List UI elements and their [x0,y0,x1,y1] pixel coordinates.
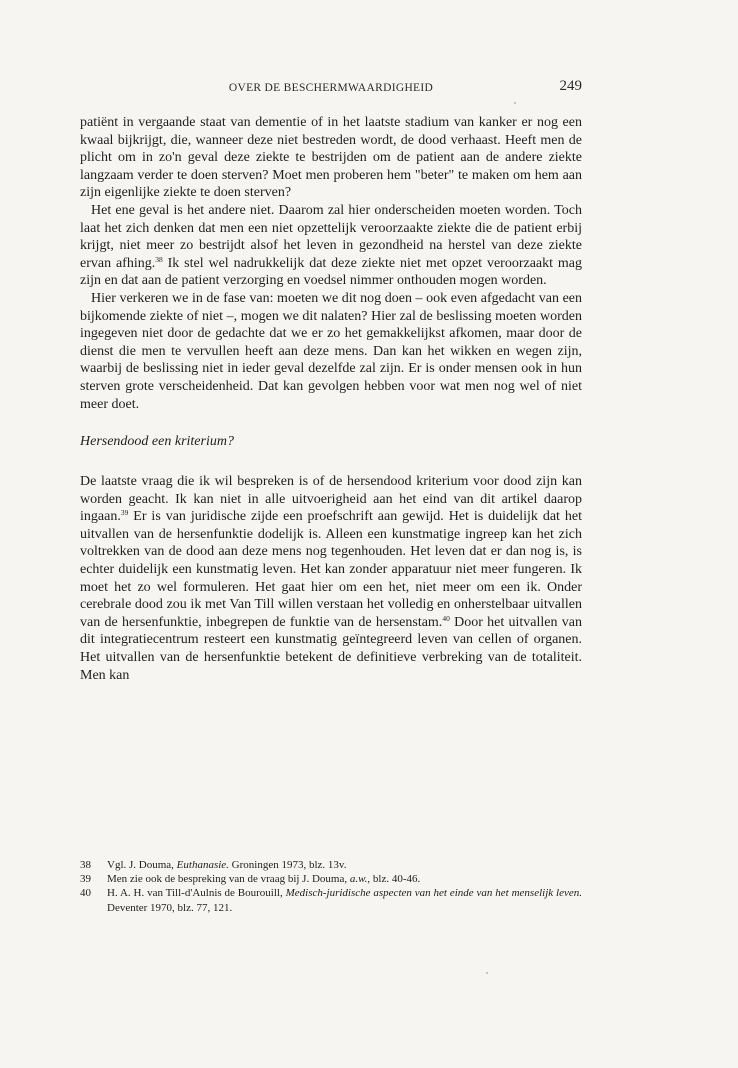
footnote-text: Men zie ook de bespreking van de vraag bij J. Douma, [107,873,350,886]
paragraph-4-text-c: Door het uitvallen van dit integratiecentrum resteert een kunstmatig geïntegreerd leven van cellen of organen. Het uitvallen van de hersenfunktie betekent de definitieve verbreking van de totaliteit. Men kan [80,614,582,683]
paragraph-2-text-a: Het ene geval is het andere niet. Daarom zal hier onderscheiden moeten worden. Toch laat het zich denken dat men een niet opzettelijk veroorzaakte ziekte die de patient erbij krijgt, niet meer zo bestrijdt alsof het leven in gezondheid na herstel van deze ziekte ervan afhing. [80,202,582,271]
footnote-38 [80,858,582,872]
paper-speck [514,102,516,104]
footnote-ref-39: 39 [120,508,129,518]
footnote-text: Deventer 1970, blz. 77, 121. [107,901,233,914]
footnote-title: Medisch-juridische aspecten van het einde van het menselijk leven. [285,887,582,900]
footnote-text: Vgl. J. Douma, [107,859,177,871]
footnotes [80,858,582,915]
paragraph-4 [80,473,582,684]
paragraph-3 [80,290,582,413]
paper-speck [486,972,488,974]
footnote-ref-40: 40 [442,613,450,623]
page-number: 249 [559,78,582,94]
footnote-number: 40 [80,887,91,900]
running-title: OVER DE BESCHERMWAARDIGHEID [228,82,434,94]
running-header [80,78,582,100]
paragraph-3-text: Hier verkeren we in de fase van: moeten we dit nog doen – ook even afgedacht van een bijkomende ziekte of niet –, mogen we dit nalaten? Hier zal de beslissing moeten worden ingegeven niet door de gedachte dat we er zo het gemakkelijkst afkomen, maar door de dienst die men te vervullen heeft aan deze mens. Dan kan het wikken en wegen zijn, waarbij de beslissing niet in ieder geval dezelfde zal zijn. Er is onder mensen ook in hun sterven grote verscheidenheid. Dat kan gevolgen hebben voor wat men nog wel of niet meer doet. [80,290,582,412]
page-content [80,78,582,684]
paragraph-4-text-b: Er is van juridische zijde een proefschrift aan gewijd. Het is duidelijk dat het uitvallen van de hersenfunktie dodelijk is. Alleen een kunstmatige ingreep kan het zich voltrekken van de dood aan deze mens nog tegenhouden. Het leven dat er dan nog is, is echter duidelijk een kunstmatig leven. Het kan zonder apparatuur niet meer fungeren. Ik moet het zo wel formuleren. Het gaat hier om een het, niet meer om een ik. Onder cerebrale dood zou ik met Van Till willen verstaan het volledig en onherstelbaar uitvallen van de hersenfunktie, inbegrepen de funktie van de hersenstam. [80,509,582,630]
paragraph-2 [80,202,582,290]
paragraph-1-text: patiënt in vergaande staat van dementie of in het laatste stadium van kanker er nog een kwaal bijkrijgt, die, wanneer deze niet bestreden wordt, de dood verhaast. Heeft men de plicht om in zo'n geval deze ziekte te bestrijden om de patient aan de andere ziekte langzaam verder te doen sterven? Moet men proberen hem "beter" te maken om hem aan zijn eigenlijke ziekte te doen sterven? [80,115,582,201]
footnote-title: Euthanasie. [176,859,229,871]
paragraph-4-text-a: De laatste vraag die ik wil bespreken is of de hersendood kriterium voor dood zijn kan worden geacht. Ik kan niet in alle uitvoerigheid aan het eind van dit artikel daarop ingaan. [80,474,582,525]
footnote-text: , blz. 40-46. [367,873,421,886]
footnote-ref-38: 38 [155,254,163,264]
paragraph-2-text-b: Ik stel wel nadrukkelijk dat deze ziekte niet met opzet veroorzaakt mag zijn en dat aan de patient verzorging en voedsel nimmer onthouden mogen worden. [80,255,582,289]
section-heading: Hersendood een kriterium? [80,434,234,450]
footnote-number: 39 [80,873,91,886]
footnote-text: H. A. H. van Till-d'Aulnis de Bourouill, [107,887,286,900]
footnote-number: 38 [80,859,91,871]
footnote-text: Groningen 1973, blz. 13v. [228,859,347,871]
footnote-39 [80,872,582,886]
footnote-title: a.w. [349,873,368,886]
footnote-40 [80,886,582,914]
paragraph-1 [80,114,582,202]
